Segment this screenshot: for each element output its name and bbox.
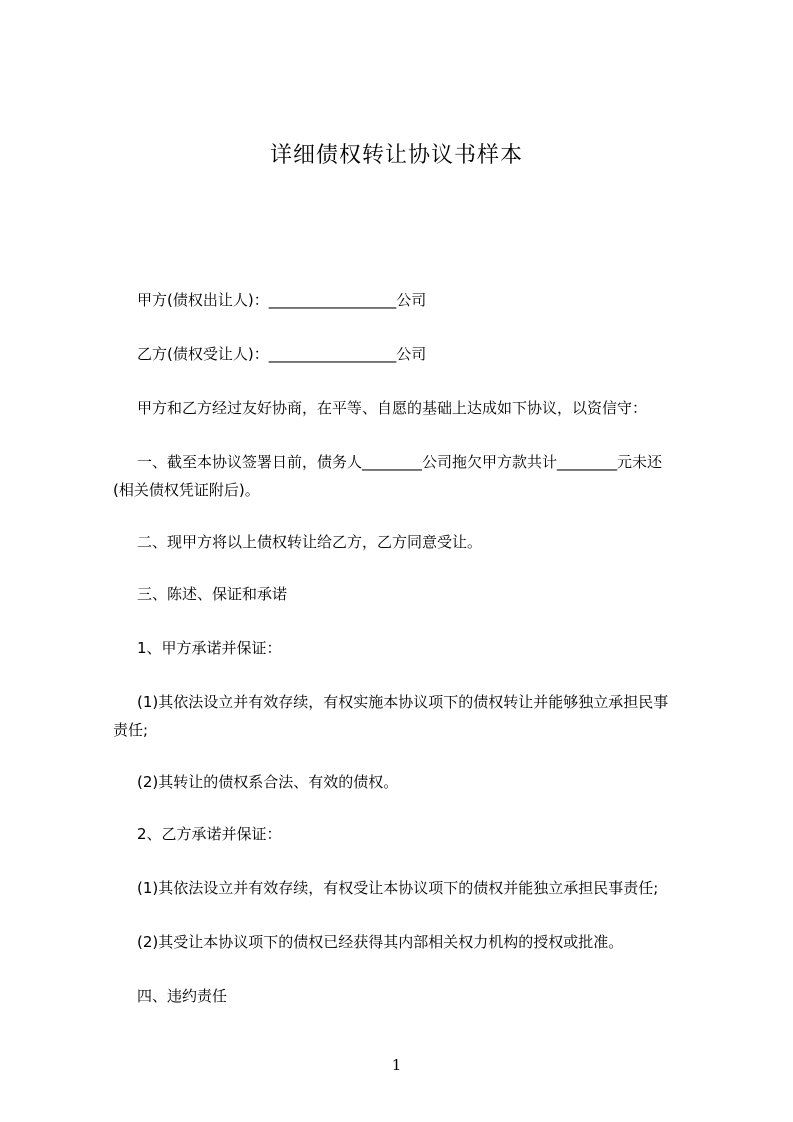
party-a-warranty-2: (2)其转让的债权系合法、有效的债权。 — [137, 773, 399, 791]
clause-4-heading: 四、违约责任 — [137, 987, 228, 1005]
clause-2-paragraph: 二、现甲方将以上债权转让给乙方，乙方同意受让。 — [137, 533, 483, 551]
clause-3-heading: 三、陈述、保证和承诺 — [137, 585, 288, 603]
party-a-warranty-1-line-1: (1)其依法设立并有效存续，有权实施本协议项下的债权转让并能够独立承担民事 — [137, 693, 669, 711]
clause-1-line-2: (相关债权凭证附后)。 — [113, 481, 260, 499]
document-title: 详细债权转让协议书样本 — [269, 143, 523, 168]
clause-1-line-1: 一、截至本协议签署日前，债务人________公司拖欠甲方款共计________元未还 — [137, 453, 663, 471]
party-a-warranty-heading: 1、甲方承诺并保证： — [137, 639, 282, 657]
party-a-warranty-1-line-2: 责任; — [113, 721, 149, 739]
party-b-warranty-1: (1)其依法设立并有效存续，有权受让本协议项下的债权并能独立承担民事责任; — [137, 879, 659, 897]
party-b-warranty-2: (2)其受让本协议项下的债权已经获得其内部相关权力机构的授权或批准。 — [137, 933, 624, 951]
page-number: 1 — [391, 1056, 402, 1074]
preamble-paragraph: 甲方和乙方经过友好协商，在平等、自愿的基础上达成如下协议，以资信守： — [137, 399, 648, 417]
party-b-line: 乙方(债权受让人)：_________________公司 — [137, 345, 427, 363]
party-b-warranty-heading: 2、乙方承诺并保证： — [137, 825, 282, 843]
party-a-line: 甲方(债权出让人)：_________________公司 — [137, 291, 427, 309]
